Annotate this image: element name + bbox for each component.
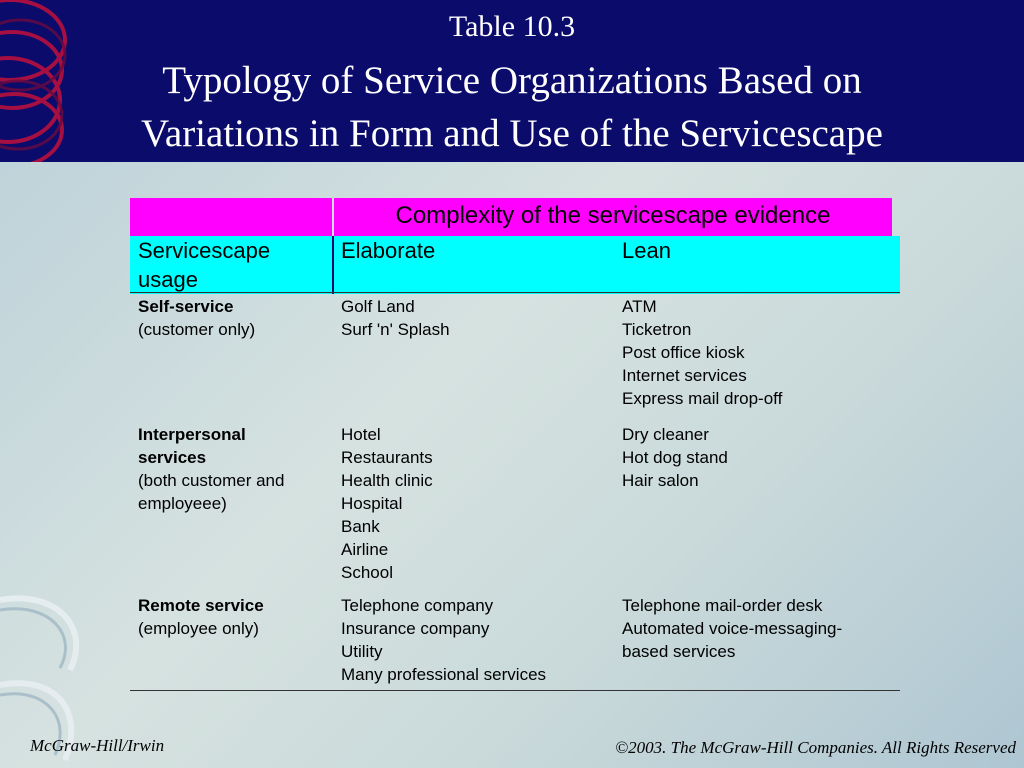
list-item: Dry cleaner	[622, 425, 709, 444]
list-item: Hair salon	[622, 471, 699, 490]
list-item: Utility	[341, 642, 383, 661]
list-item: Restaurants	[341, 448, 433, 467]
list-item: Golf Land	[341, 297, 415, 316]
list-item: Health clinic	[341, 471, 433, 490]
category-title: Interpersonal	[138, 425, 246, 444]
list-item: Telephone company	[341, 596, 494, 615]
list-item: Post office kiosk	[622, 343, 745, 362]
table-column-header-row	[130, 236, 900, 294]
category-title: Self-service	[138, 297, 234, 316]
copyright-footer: ©2003. The McGraw-Hill Companies. All Rights Reserved	[615, 738, 1016, 757]
list-item: ATM	[622, 297, 657, 316]
lean-column-header: Lean	[622, 238, 671, 263]
header-corner-cell	[130, 198, 332, 236]
list-item: Internet services	[622, 366, 747, 385]
category-title: Remote service	[138, 596, 264, 615]
header-divider	[332, 236, 334, 294]
complexity-header: Complexity of the servicescape evidence	[334, 198, 892, 236]
list-item: Hospital	[341, 494, 403, 513]
list-item: Express mail drop-off	[622, 389, 783, 408]
elaborate-cell	[341, 594, 611, 686]
title-line-2: Variations in Form and Use of the Servicescape	[141, 112, 883, 155]
elaborate-cell	[341, 423, 611, 584]
category-cell	[138, 423, 328, 515]
category-title: services	[138, 448, 207, 467]
list-item: Many professional services	[341, 665, 547, 684]
elaborate-cell	[341, 295, 611, 341]
list-item: Hot dog stand	[622, 448, 728, 467]
list-item: Hotel	[341, 425, 381, 444]
list-item: School	[341, 563, 393, 582]
list-item: Insurance company	[341, 619, 490, 638]
list-item: Automated voice-messaging-	[622, 619, 843, 638]
list-item: Bank	[341, 517, 380, 536]
category-note: (employee only)	[138, 619, 259, 638]
publisher-footer: McGraw-Hill/Irwin	[30, 736, 165, 755]
usage-label-line-1: Servicescape	[138, 238, 271, 263]
table-bottom-rule	[130, 690, 900, 691]
category-note: (customer only)	[138, 320, 256, 339]
lean-cell	[622, 423, 892, 492]
elaborate-column-header: Elaborate	[341, 238, 436, 263]
list-item: Ticketron	[622, 320, 692, 339]
usage-label-line-2: usage	[138, 267, 198, 292]
slide-title	[40, 54, 984, 160]
slide-header	[0, 0, 1024, 162]
category-note: (both customer and	[138, 471, 285, 490]
table-number: Table 10.3	[448, 10, 576, 43]
table-spanning-header-row	[130, 198, 892, 236]
list-item: Telephone mail-order desk	[622, 596, 823, 615]
list-item: Airline	[341, 540, 389, 559]
header-rule	[130, 292, 900, 293]
list-item: based services	[622, 642, 736, 661]
category-note: employeee)	[138, 494, 227, 513]
lean-cell	[622, 295, 892, 410]
category-cell	[138, 594, 328, 640]
list-item: Surf 'n' Splash	[341, 320, 450, 339]
category-cell	[138, 295, 328, 341]
servicescape-usage-header	[138, 236, 328, 294]
lean-cell	[622, 594, 892, 663]
title-line-1: Typology of Service Organizations Based on	[162, 59, 862, 102]
